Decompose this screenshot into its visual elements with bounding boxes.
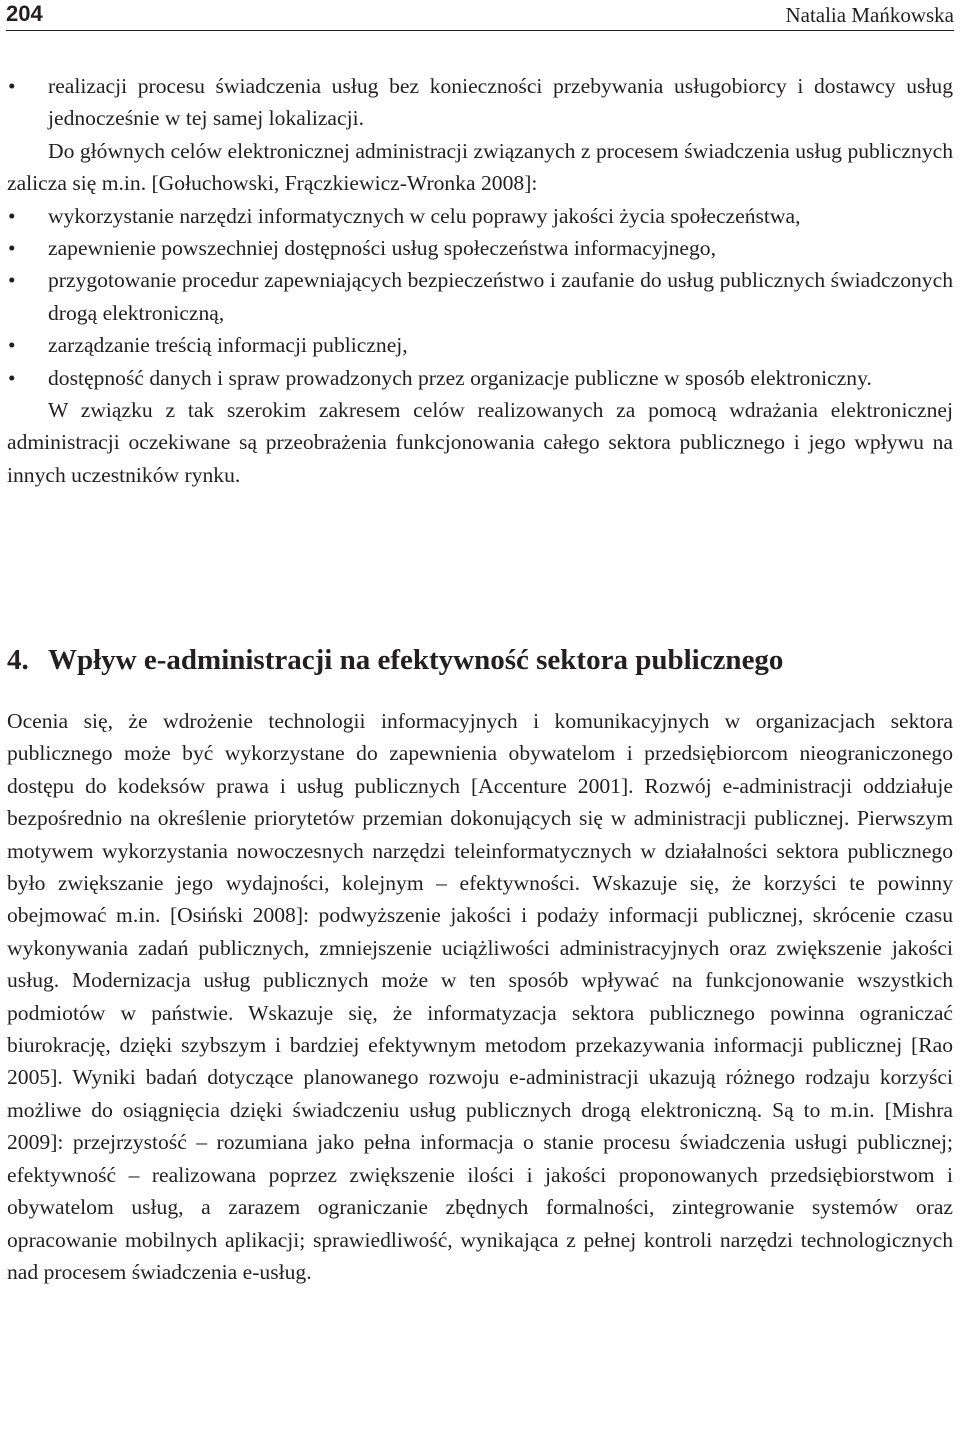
list-item (7, 70, 953, 135)
list-item-text: przygotowanie procedur zapewniających bezpieczeństwo i zaufanie do usług publicznych świadczonych drogą elektroniczną, (48, 268, 953, 325)
list-item-text: zapewnienie powszechniej dostępności usług społeczeństwa informacyjnego, (48, 236, 716, 261)
bullet-mark: • (8, 333, 16, 358)
upper-text-block (7, 70, 953, 491)
running-head-author: Natalia Mańkowska (785, 3, 954, 27)
list-item (7, 329, 953, 361)
list-item-text: zarządzanie treścią informacji publicznej, (48, 333, 408, 358)
section-heading (7, 640, 783, 680)
bullet-mark: • (8, 74, 16, 98)
section-body (7, 705, 953, 1288)
bullet-mark: • (8, 365, 16, 390)
list-item (7, 362, 953, 394)
running-header (6, 0, 954, 31)
bullet-mark: • (8, 268, 16, 293)
intro-bullet-list (7, 70, 953, 135)
section-title: Wpływ e-administracji na efektywność sektora publicznego (48, 644, 784, 676)
section-number: 4. (7, 644, 29, 676)
intro-paragraph: Do głównych celów elektronicznej administracji związanych z procesem świadczenia usług publicznych zalicza się m.in. [Gołuchowski, Frączkiewicz-Wronka 2008]: (7, 138, 953, 196)
closing-paragraph: W związku z tak szerokim zakresem celów realizowanych za pomocą wdrażania elektronicznej administracji oczekiwane są przeobrażenia funkcjonowania całego sektora publicznego i jego wpływu na innych uczestników rynku. (7, 398, 953, 487)
goals-bullet-list (7, 200, 953, 394)
bullet-mark: • (8, 203, 16, 228)
section-paragraph: Ocenia się, że wdrożenie technologii informacyjnych i komunikacyjnych w organizacjach sektora publicznego może być wykorzystane do zapewnienia obywatelom i przedsiębiorcom nieograniczonego dostępu do kodeksów prawa i usług publicznych [Accenture 2001]. Rozwój e-administracji oddziałuje bezpośrednio na określenie priorytetów przemian dokonujących się w administracji publicznej. Pierwszym motywem wykorzystania nowoczesnych narzędzi teleinformatycznych w działalności sektora publicznego było zwiększanie jego wydajności, kolejnym – efektywności. Wskazuje się, że korzyści te powinny obejmować m.in. [Osiński 2008]: podwyższenie jakości i podaży informacji publicznej, skrócenie czasu wykonywania zadań publicznych, zmniejszenie uciążliwości administracyjnych oraz zwiększenie jakości usług. Modernizacja usług publicznych może w ten sposób wpływać na funkcjonowanie wszystkich podmiotów w państwie. Wskazuje się, że informatyzacja sektora publicznego powinna ograniczać biurokrację, dzięki szybszym i bardziej efektywnym metodom przekazywania informacji publicznej [Rao 2005]. Wyniki badań dotyczące planowanego rozwoju e-administracji ukazują różnego rodzaju korzyści możliwe do osiągnięcia dzięki świadczeniu usług publicznych drogą elektroniczną. Są to m.in. [Mishra 2009]: przejrzystość – rozumiana jako pełna informacja o stanie procesu świadczenia usługi publicznej; efektywność – realizowana poprzez zwiększenie ilości i jakości proponowanych przedsiębiorstwom i obywatelom usług, a zarazem ograniczanie zbędnych formalności, zintegrowanie systemów oraz opracowanie mobilnych aplikacji; sprawiedliwość, wynikająca z pełnej kontroli narzędzi technologicznych nad procesem świadczenia e-usług. (7, 709, 953, 1284)
list-item-text: dostępność danych i spraw prowadzonych przez organizacje publiczne w sposób elektroniczny. (48, 365, 872, 390)
list-item-text: realizacji procesu świadczenia usług bez konieczności przebywania usługobiorcy i dostawcy usług jednocześnie w tej samej lokalizacji. (48, 74, 953, 131)
page-number: 204 (6, 1, 43, 26)
list-item (7, 264, 953, 329)
list-item (7, 232, 953, 264)
list-item-text: wykorzystanie narzędzi informatycznych w celu poprawy jakości życia społeczeństwa, (48, 203, 801, 228)
bullet-mark: • (8, 236, 16, 261)
list-item (7, 200, 953, 232)
